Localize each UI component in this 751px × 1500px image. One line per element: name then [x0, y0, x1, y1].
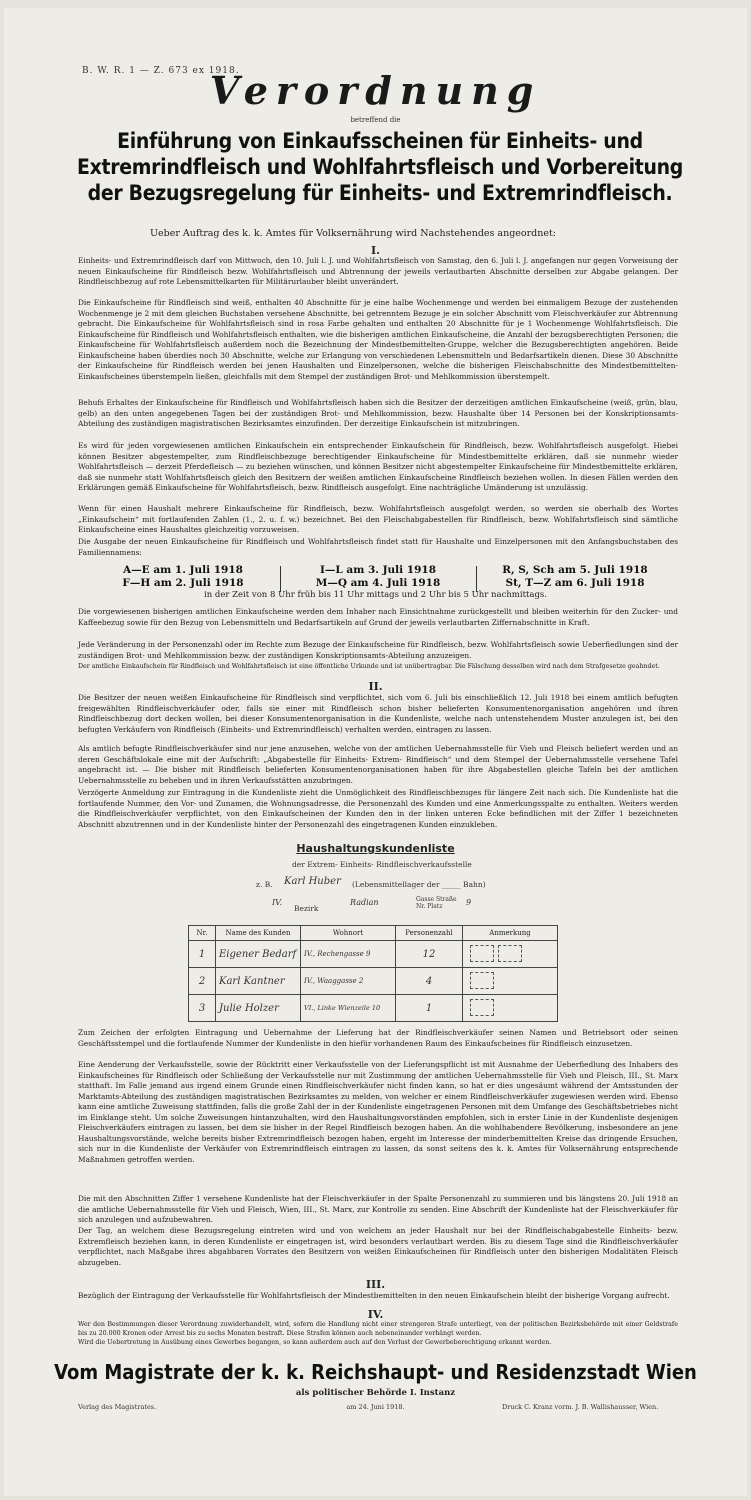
customer-list-table — [188, 925, 558, 1022]
bezirk-value: IV. — [272, 898, 283, 907]
hours-line: in der Zeit von 8 Uhr früh bis 11 Uhr mittags und 2 Uhr bis 5 Uhr nachmittags. — [203, 590, 547, 600]
mandate-line: Ueber Auftrag des k. k. Amtes für Volksernährung wird Nachstehendes angeordnet: — [150, 228, 557, 239]
row-anmerkung — [463, 995, 558, 1022]
paragraph-6: Die Ausgabe der neuen Einkaufscheine für Rindfleisch und Wohlfahrtsfleisch findet statt für Haushalte und Einzelpersonen mit den Anfangsbuchstaben des Familiennamens: — [78, 537, 678, 557]
table-row — [189, 941, 558, 968]
row-nr: 1 — [189, 941, 216, 968]
row-personenzahl: 12 — [396, 941, 463, 968]
dates-column-2 — [283, 564, 473, 590]
row-name: Karl Kantner — [216, 968, 301, 995]
row-wohnort: IV., Waaggasse 2 — [301, 968, 396, 995]
row-nr: 2 — [189, 968, 216, 995]
paragraph-9: Die Besitzer der neuen weißen Einkaufscheine für Rindfleisch sind verpflichtet, sich vom 6. Juli bis einschließlich 12. Juli 1918 bei einem amtlich befugten freigewählten Rindfleischverkäufer oder, falls sie einer mit Rindfleisch schon bisher belieferten Konsumentenorganisation angehören und ihren Rindfleischbezug dort decken wollen, bei dieser Konsumentenorganisation in die Kundenliste, welche nach untenstehendem Muster anzulegen ist, bei den befugten Verkäufern von Rindfleisch (Einheits- und Extremrindfleisch) verhalten werden, eintragen zu lassen. — [78, 693, 678, 734]
printer-note: Druck C. Kranz vorm. J. B. Wallishausser, Wien. — [502, 1403, 659, 1411]
example-prefix: z. B. — [256, 880, 273, 889]
paragraph-4: Es wird für jeden vorgewiesenen amtlichen Einkaufschein ein entsprechender Einkaufschein für Rindfleisch, bezw. Wohlfahrtsfleisch ausgefolgt. Hiebei können Besitzer abgestempelter, zum Rindfleischbezuge berechtigender Einkaufscheine für Mindestbemittelte erklären, daß sie nunmehr wieder Wohlfahrtsfleisch — derzeit Pferdefleisch — zu beziehen wünschen, und können Besitzer nicht abgestempelter Einkaufscheine für Mindestbemittelte erklären, daß sie nunmehr statt Wohlfahrtsfleisch gleich den Besitzern der weißen amtlichen Einkaufscheine Rindfleisch beziehen wollen. In diesen Fällen werden den Erklärungen gemäß Einkaufscheine für Wohlfahrtsfleisch, bezw. Rindfleisch ausgefolgt. Eine nachträgliche Umänderung ist unzulässig. — [78, 441, 678, 492]
section-1-heading: I. — [371, 244, 380, 257]
date-entry: A—E am 1. Juli 1918 — [123, 564, 243, 576]
section-3-heading: III. — [365, 1278, 386, 1291]
paragraph-8: Jede Veränderung in der Personenzahl oder im Rechte zum Bezuge der Einkaufscheine für Rindfleisch, bezw. Wohlfahrtsfleisch sowie Ueberfiedlungen sind der zuständigen Brot- und Mehlkommission bezw. der zuständigen Konskriptionsamts-Abteilung anzuzeigen. — [78, 640, 678, 660]
paragraph-3: Behufs Erhaltes der Einkaufscheine für Rindfleisch und Wohlfahrtsfleisch haben sich die Besitzer der derzeitigen amtlichen Einkaufscheine (weiß, grün, blau, gelb) an den unten angegebenen Tagen bei der zuständigen Brot- und Mehlkommission, bezw. Haushalte über 14 Personen bei der Konskriptionsamts-Abteilung des zuständigen magistratischen Bezirksamtes einzufinden. Der derzeitige Einkaufschein ist mitzubringen. — [78, 398, 678, 428]
ort-value: Radian — [350, 898, 379, 907]
row-anmerkung — [463, 968, 558, 995]
authority-subtitle: als politischer Behörde I. Instanz — [295, 1388, 456, 1398]
coupon-stub — [470, 972, 494, 989]
row-personenzahl: 4 — [396, 968, 463, 995]
date-entry: M—Q am 4. Juli 1918 — [315, 577, 441, 589]
page-title: Verordnung — [209, 68, 542, 113]
paragraph-8b: Der amtliche Einkaufschein für Rindfleisch und Wohlfahrtsfleisch ist eine öffentliche Urkunde und ist unübertragbar. Die Fälschung desselben wird nach dem Strafgesetze geahndet. — [78, 663, 660, 670]
header-anmerkung: Anmerkung — [463, 926, 558, 941]
header-nr: Nr. — [189, 926, 216, 941]
date-entry: St, T—Z am 6. Juli 1918 — [505, 577, 645, 589]
paragraph-5: Wenn für einen Haushalt mehrere Einkaufscheine für Rindfleisch, bezw. Wohlfahrtsfleisch ausgefolgt werden, so werden sie oberhalb des Wortes „Einkaufschein“ mit fortlaufenden Zahlen (1., 2. u. f. w.) bezeichnet. Bei den Fleischabgabestellen für Rindfleisch, bezw. Wohlfahrtsfleisch sind sämtliche Einkaufscheine eines Haushaltes gleichzeitig vorzuweisen. — [78, 504, 678, 534]
coupon-stub — [470, 999, 494, 1016]
header-wohnort: Wohnort — [301, 926, 396, 941]
table-row — [189, 968, 558, 995]
example-vendor-name: Karl Huber — [284, 876, 341, 887]
row-nr: 3 — [189, 995, 216, 1022]
paragraph-2: Die Einkaufscheine für Rindfleisch sind weiß, enthalten 40 Abschnitte für je eine halbe Wochenmenge und werden bei einmaligem Bezuge der zustehenden Wochenmenge je 2 mit dem gleichen Buchstaben versehene Abschnitte, bei getrenntem Bezuge je ein solcher Abschnitt vom Fleischverkäufer zur Abtrennung gebracht. Die Einkaufscheine für Wohlfahrtsfleisch sind in rosa Farbe gehalten und enthalten 20 Abschnitte für je 1 Wochenmenge Wohlfahrtsfleisch. Die Einkaufscheine für Rindfleisch und Wohlfahrtsfleisch enthalten, wie die bisherigen amtlichen Einkaufscheine, die Anzahl der bezugsberechtigten Personen; die Einkaufscheine für Wohlfahrtsfleisch außerdem noch die Bezeichnung der Mindestbemittelten-Gruppe, welcher die Bezugsberechtigten angehören. Beide Einkaufscheine haben überdies noch 30 Abschnitte, welche zur Erlangung von verschiedenen Lebensmitteln und Bedarfsartikeln dienen. Diese 30 Abschnitte der Einkaufscheine für Rindfleisch werden bei jenen Haushalten und Einzelpersonen, welche die bisherigen Fleischabschnitte des Mindestbemittelten-Einkaufscheines überstempeln ließen, gleichfalls mit dem Stempel der zuständigen Brot- und Mehlkommission überstempelt. — [78, 298, 678, 381]
paragraph-12: Zum Zeichen der erfolgten Eintragung und Uebernahme der Lieferung hat der Rindfleischverkäufer seinen Namen und Betriebsort oder seinen Geschäftsstempel und die fortlaufende Nummer der Kundenliste in den hiefür vorhandenen Raum des Einkaufscheines für Rindfleisch einzusetzen. — [78, 1028, 678, 1048]
paragraph-11: Verzögerte Anmeldung zur Eintragung in die Kundenliste zieht die Unmöglichkeit des Rindfleischbezuges für längere Zeit nach sich. Die Kundenliste hat die fortlaufende Nummer, den Vor- und Zunamen, die Wohnungsadresse, die Personenzahl des Kunden und eine Anmerkungsspalte zu enthalten. Weiters werden die Rindfleischverkäufer verpflichtet, von den Einkaufscheinen der Kunden den in der linken unteren Ecke befindlichen mit der Ziffer 1 bezeichneten Abschnitt abzutrennen und in der Kundenliste hinter der Personenzahl des eingetragenen Kunden einzukleben. — [78, 788, 678, 829]
section-2-heading: II. — [368, 680, 383, 693]
paragraph-18: Wird die Uebertretung in Ausübung eines Gewerbes begangen, so kann außerdem auch auf den Verlust der Gewerbeberechtigung erkannt werden. — [78, 1339, 552, 1346]
paragraph-17: Wer den Bestimmungen dieser Verordnung zuwiderhandelt, wird, sofern die Handlung nicht einer strengeren Strafe unterliegt, von der politischen Bezirksbehörde mit einer Geldstrafe bis zu 20.000 Kronen oder Arrest bis zu sechs Monaten bestraft. Diese Strafen können auch nebeneinander verhängt werden. — [78, 1321, 678, 1337]
date-entry: I—L am 3. Juli 1918 — [319, 564, 437, 576]
customer-list-title: Haushaltungskundenliste — [296, 842, 455, 855]
paragraph-13: Eine Aenderung der Verkaufsstelle, sowie der Rücktritt einer Verkaufsstelle von der Lieferungspflicht ist mit Ausnahme der Ueberfiedlung des Inhabers des Einkaufscheines für Rindfleisch oder Schließung der Verkaufsstelle nur mit Zustimmung der amtlichen Uebernahmsstelle für Vieh und Fleisch, III., St. Marx statthaft. Im Falle jemand aus irgend einem Grunde einen Rindfleischverkäufer nicht finden kann, so hat er dies ungesäumt während der Amtsstunden der Marktamts-Abteilung des zuständigen magistratischen Bezirksamtes zu melden, von welcher er einem Rindfleischverkäufer zugewiesen werden wird. Ebenso kann eine amtliche Zuweisung stattfinden, falls die große Zahl der in der Kundenliste eingetragenen Personen mit dem Umfange des Geschäftsbetriebes nicht im Einklange steht. Um solche Zuweisungen hintanzuhalten, wird den Haushaltungsvorständen empfohlen, sich in erster Linie in der Kundenliste desjenigen Fleischverkäufers eintragen zu lassen, bei dem sie bisher in der Regel Rindfleisch bezogen haben. An die wohlhabendere Bevölkerung, insbesondere an jene Haushaltungsvorstände, welche bereits bisher Extremrindfleisch bezogen haben, ergeht im Interesse der minderbemittelten Kreise das dringende Ersuchen, sich nur in die Kundenliste der Verkäufer von Extremrindfleisch eintragen zu lassen, da sonst seitens des k. k. Amtes für Volksernährung entsprechende Maßnahmen getroffen werden. — [78, 1060, 678, 1164]
paragraph-7: Die vorgewiesenen bisherigen amtlichen Einkaufscheine werden dem Inhaber nach Einsichtnahme zurückgestellt und bleiben weiterhin für den Zucker- und Kaffeebezug sowie für den Bezug von Lebensmitteln und Bedarfsartikeln auf Grund der jeweils verlautbarten Ziffernabschnitte in Kraft. — [78, 607, 678, 627]
column-divider — [476, 566, 477, 592]
subtitle-betreffend: betreffend die — [350, 116, 401, 124]
section-4-heading: IV. — [367, 1308, 384, 1321]
paragraph-14: Die mit den Abschnitten Ziffer 1 versehene Kundenliste hat der Fleischverkäufer in der Spalte Personenzahl zu summieren und bis längstens 20. Juli 1918 an die amtliche Uebernahmsstelle für Vieh und Fleisch, Wien, III., St. Marx, zur Kontrolle zu senden. Eine Abschrift der Kundenliste hat der Fleischverkäufer für sich anzulegen und aufzubewahren. — [78, 1194, 678, 1224]
row-anmerkung — [463, 941, 558, 968]
paragraph-10: Als amtlich befugte Rindfleischverkäufer sind nur jene anzusehen, welche von der amtlichen Uebernahmsstelle für Vieh und Fleisch beliefert werden und an deren Geschäftslokale eine mit der Aufschrift: „Abgabestelle für Einheits- Extrem- Rindfleisch“ und dem Stempel der Uebernahmsstelle versehene Tafel angebracht ist. — Die bisher mit Rindfleisch belieferten Konsumentenorganisationen haben für ihre Abgabestellen gleiche Tafeln bei der amtlichen Uebernahmsstelle zu beheben und in ihren Verkaufsstätten anzubringen. — [78, 744, 678, 785]
paragraph-16: Bezüglich der Eintragung der Verkaufsstelle für Wohlfahrtsfleisch der Mindestbemittelten in den neuen Einkaufschein bleibt der bisherige Vorgang aufrecht. — [78, 1291, 670, 1300]
row-name: Eigener Bedarf — [216, 941, 301, 968]
street-label: Gasse Straße Nr. Platz — [416, 896, 457, 910]
issuing-authority: Vom Magistrate der k. k. Reichshaupt- und Residenzstadt Wien — [54, 1360, 697, 1384]
date-entry: F—H am 2. Juli 1918 — [122, 577, 244, 589]
row-wohnort: IV., Rechengasse 9 — [301, 941, 396, 968]
header-name: Name des Kunden — [216, 926, 301, 941]
issue-date: am 24. Juni 1918. — [346, 1403, 405, 1411]
example-vendor-note: (Lebensmittellager der _____ Bahn) — [352, 880, 486, 889]
customer-list-subtitle: der Extrem- Einheits- Rindfleischverkaufsstelle — [292, 860, 472, 869]
coupon-stub — [470, 945, 494, 962]
header-personenzahl: Personenzahl — [396, 926, 463, 941]
row-personenzahl: 1 — [396, 995, 463, 1022]
coupon-stub — [498, 945, 522, 962]
street-number: 9 — [466, 898, 472, 907]
table-header-row — [189, 926, 558, 941]
publisher-note: Verlag des Magistrates. — [78, 1403, 157, 1411]
column-divider — [280, 566, 281, 592]
row-name: Julie Holzer — [216, 995, 301, 1022]
table-row — [189, 995, 558, 1022]
dates-column-3 — [480, 564, 670, 590]
paragraph-15: Der Tag, an welchem diese Bezugsregelung eintreten wird und von welchem an jeder Haushalt nur bei der Rindfleischabgabestelle Einheits- bezw. Extremfleisch beziehen kann, in deren Kundenliste er eingetragen ist, wird besonders verlautbart werden. Bis zu diesem Tage sind die Rindfleischverkäufer verpflichtet, nach Maßgabe ihres abgabbaren Vorrates den Besitzern von weißen Einkaufscheinen für Rindfleisch unter den bisherigen Modalitäten Fleisch abzugeben. — [78, 1226, 678, 1267]
bezirk-label: Bezirk — [294, 904, 319, 913]
row-wohnort: VI., Linke Wienzeile 10 — [301, 995, 396, 1022]
dates-column-1 — [88, 564, 278, 590]
reference-number: B. W. R. 1 — Z. 673 ex 1918. — [82, 66, 240, 76]
date-entry: R, S, Sch am 5. Juli 1918 — [502, 564, 648, 576]
paragraph-1: Einheits- und Extremrindfleisch darf von Mittwoch, den 10. Juli l. J. und Wohlfahrtsfleisch von Samstag, den 6. Juli l. J. angefangen nur gegen Vorweisung der neuen Einkaufscheine für Rindfleisch bezw. Wohlfahrtsfleisch und Abtrennung der jeweils verlautbarten Abschnitte derselben zur Abgabe gelangen. Der Rindfleischbezug auf rote Lebensmittelkarten für Militärurlauber bleibt unverändert. — [78, 256, 678, 286]
main-heading: Einführung von Einkaufsscheinen für Einheits- und Extremrindfleisch und Wohlfahrtsfleisch und Vorbereitung der Bezugsregelung für Einheits- und Extremrindfleisch. — [76, 129, 684, 205]
